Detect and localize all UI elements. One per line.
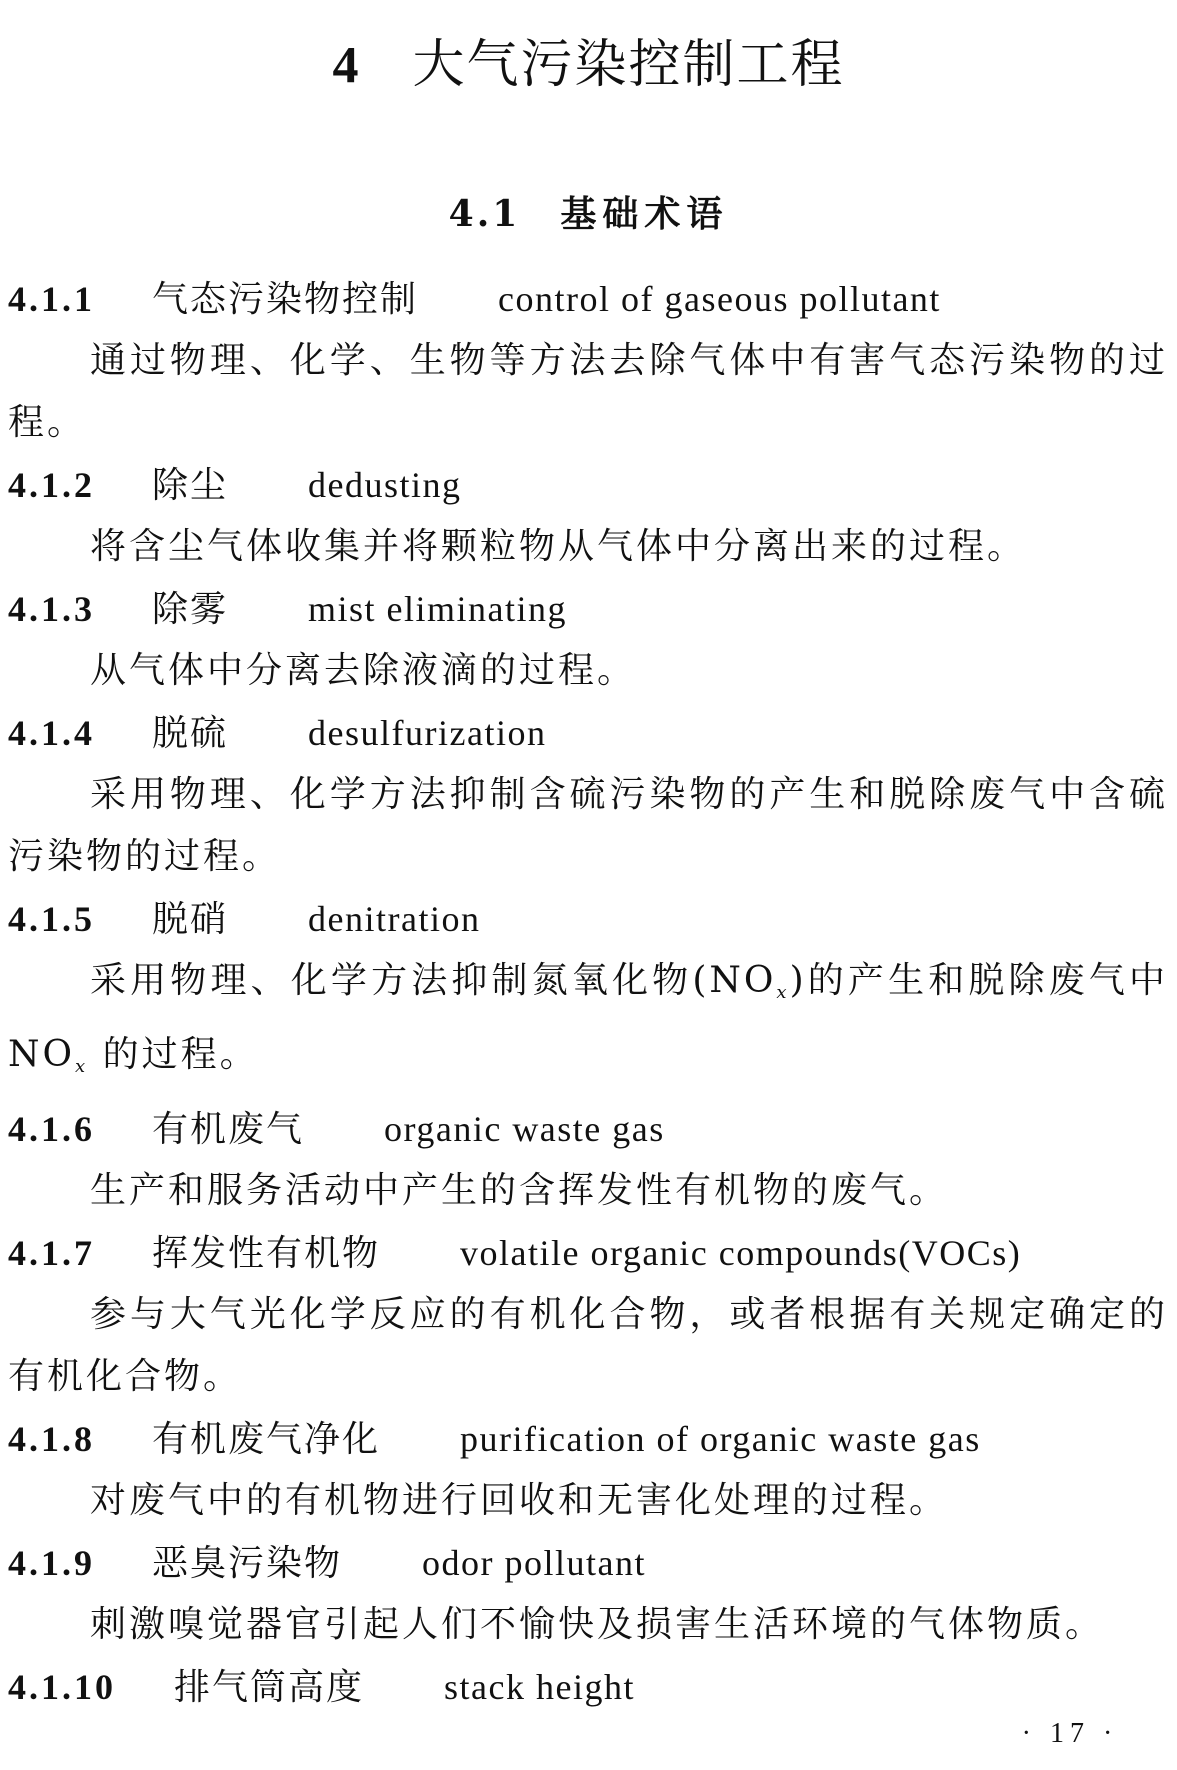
- term-english: desulfurization: [308, 713, 547, 753]
- term-definition: 刺激嗅觉器官引起人们不愉快及损害生活环境的气体物质。: [90, 1604, 1105, 1645]
- term-definition: 对废气中的有机物进行回收和无害化处理的过程。: [90, 1480, 949, 1521]
- term-number: 4.1.3: [8, 589, 95, 629]
- chapter-heading: 大气污染控制工程: [412, 35, 845, 95]
- section-heading: 基础术语: [560, 193, 729, 235]
- term-chinese: 有机废气净化: [152, 1419, 381, 1460]
- term-definition: 采用物理、化学方法抑制含硫污染物的产生和脱除废气中含硫污染物的过程。: [8, 774, 1168, 877]
- term-english: volatile organic compounds(VOCs): [460, 1233, 1022, 1273]
- term-entry: [8, 454, 1168, 578]
- term-number: 4.1.10: [8, 1667, 116, 1707]
- definition-part: )的产生和脱除废气中 NO: [8, 960, 1169, 1075]
- term-chinese: 挥发性有机物: [152, 1233, 381, 1274]
- definition-part: 采用物理、化学方法抑制氮氧化物(NO: [90, 960, 777, 1001]
- term-english: purification of organic waste gas: [460, 1419, 981, 1459]
- term-entry: [8, 1532, 1168, 1656]
- term-chinese: 恶臭污染物: [152, 1543, 343, 1584]
- term-english: stack height: [444, 1667, 635, 1707]
- term-chinese: 脱硫: [152, 713, 229, 754]
- term-chinese: 除尘: [152, 465, 229, 506]
- term-entry: [8, 1408, 1168, 1532]
- term-definition: 参与大气光化学反应的有机化合物，或者根据有关规定确定的有机化合物。: [8, 1294, 1168, 1397]
- term-english: denitration: [308, 899, 481, 939]
- term-definition: 从气体中分离去除液滴的过程。: [90, 650, 637, 691]
- term-number: 4.1.8: [8, 1419, 95, 1459]
- term-number: 4.1.5: [8, 899, 95, 939]
- term-number: 4.1.1: [8, 279, 95, 319]
- term-entry: [8, 578, 1168, 702]
- term-chinese: 气态污染物控制: [152, 279, 419, 320]
- term-definition: 将含尘气体收集并将颗粒物从气体中分离出来的过程。: [90, 526, 1027, 567]
- term-list: [8, 268, 1168, 1718]
- term-number: 4.1.4: [8, 713, 95, 753]
- term-chinese: 有机废气: [152, 1109, 305, 1150]
- term-number: 4.1.6: [8, 1109, 95, 1149]
- term-entry: [8, 702, 1168, 888]
- term-english: mist eliminating: [308, 589, 567, 629]
- term-chinese: 排气筒高度: [174, 1667, 365, 1708]
- term-chinese: 除雾: [152, 589, 229, 630]
- term-english: odor pollutant: [422, 1543, 646, 1583]
- term-entry: [8, 888, 1168, 1098]
- term-entry: [8, 1222, 1168, 1408]
- subscript-x: x: [75, 1056, 89, 1077]
- subscript-x: x: [776, 982, 790, 1003]
- term-definition: 生产和服务活动中产生的含挥发性有机物的废气。: [90, 1170, 949, 1211]
- term-definition: 通过物理、化学、生物等方法去除气体中有害气态污染物的过程。: [8, 340, 1168, 443]
- page-number: · 17 ·: [1021, 1718, 1119, 1749]
- term-chinese: 脱硝: [152, 899, 229, 940]
- term-definition: [8, 950, 1168, 1098]
- term-entry: [8, 1656, 1168, 1718]
- term-entry: [8, 1098, 1168, 1222]
- chapter-number: 4: [332, 37, 361, 94]
- term-english: control of gaseous pollutant: [498, 279, 941, 319]
- definition-part: 的过程。: [88, 1034, 259, 1075]
- term-number: 4.1.2: [8, 465, 95, 505]
- section-number: 4.1: [448, 193, 521, 235]
- term-number: 4.1.9: [8, 1543, 95, 1583]
- term-english: organic waste gas: [384, 1109, 665, 1149]
- term-number: 4.1.7: [8, 1233, 95, 1273]
- term-english: dedusting: [308, 465, 462, 505]
- term-entry: [8, 268, 1168, 454]
- section-title: [0, 186, 1177, 237]
- chapter-title: [0, 22, 1177, 97]
